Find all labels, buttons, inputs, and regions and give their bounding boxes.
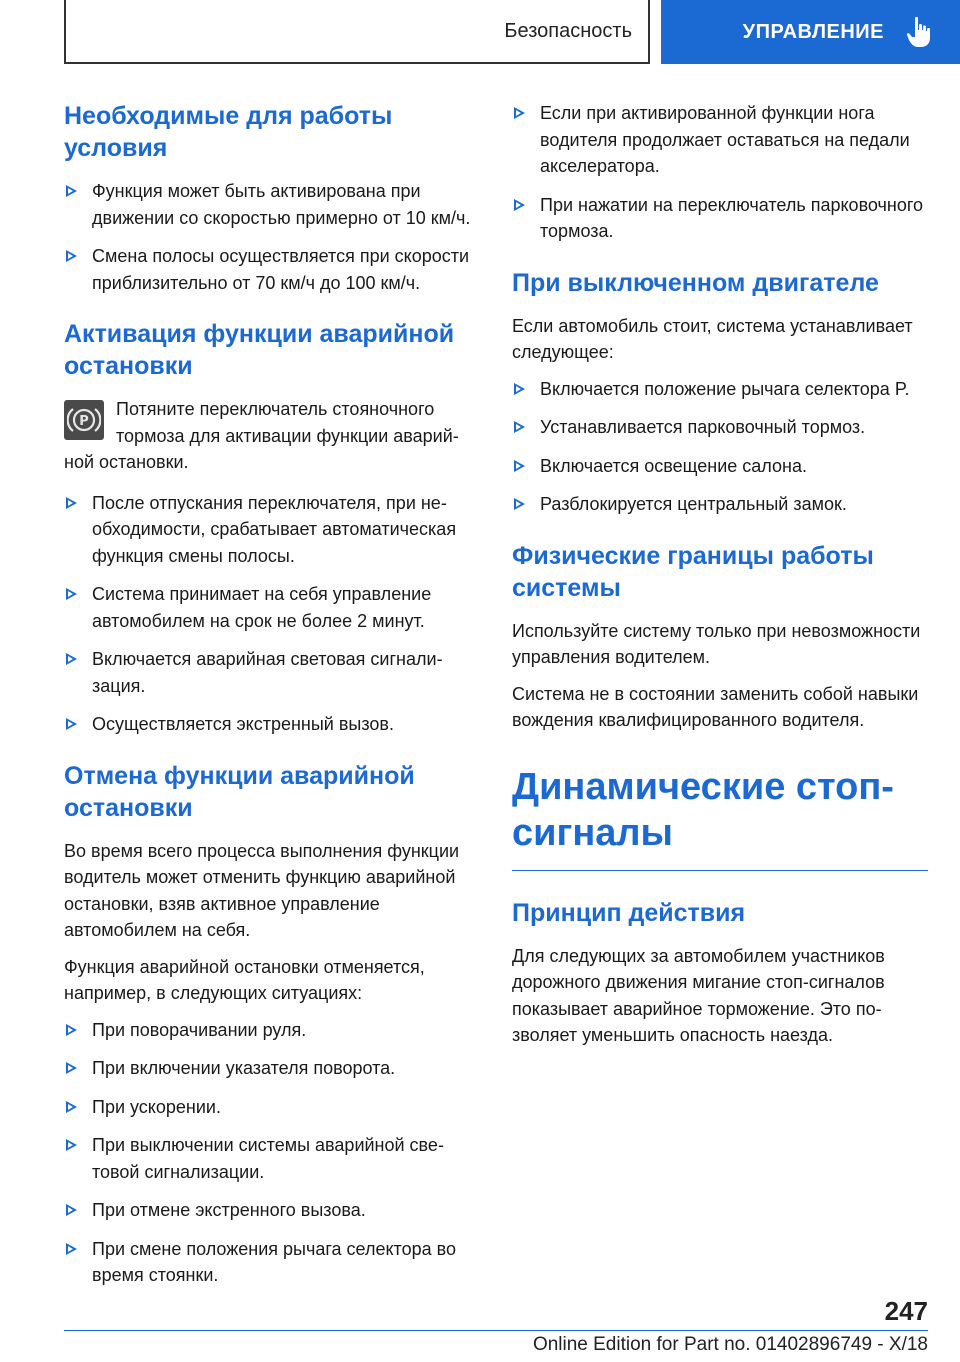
bullet-triangle-icon: [514, 498, 525, 510]
engine-off-intro: Если автомобиль стоит, система устанавливает следующее:: [512, 315, 913, 362]
bullet-triangle-icon: [66, 718, 77, 730]
list-item: При нажатии на переключатель парковочного тормоза.: [512, 192, 928, 245]
section-principle: [512, 897, 928, 1049]
heading-dynamic-brake-lights: Динамические стоп-сигналы: [512, 765, 894, 854]
bullet-triangle-icon: [514, 421, 525, 433]
list-requirements: [64, 178, 478, 296]
list-item: Разблокируется центральный замок.: [512, 491, 928, 518]
bullet-triangle-icon: [66, 653, 77, 665]
list-item: При смене положения рычага селектора во время стоянки.: [64, 1236, 478, 1289]
list-item: При поворачивании руля.: [64, 1017, 478, 1044]
limits-paragraph-2: Система не в состоянии заменить собой навыки вождения квалифицированного водителя.: [512, 683, 919, 730]
heading-activation: Активация функции аварийной остановки: [64, 320, 455, 380]
bullet-triangle-icon: [66, 1139, 77, 1151]
list-cancel: [64, 1017, 478, 1289]
bullet-triangle-icon: [66, 588, 77, 600]
activation-intro: P Потяните переключатель стояночного тормоза для активации функции аварийной остановки.: [64, 399, 459, 472]
bullet-triangle-icon: [66, 1062, 77, 1074]
list-item: Включается положение рычага селектора P.: [512, 376, 928, 403]
section-cancel: [64, 760, 478, 1289]
bullet-triangle-icon: [66, 1243, 77, 1255]
bullet-triangle-icon: [66, 185, 77, 197]
bullet-triangle-icon: [514, 107, 525, 119]
footer-divider: [64, 1330, 928, 1331]
list-item: Если при активированной функции нога водителя продолжает оставаться на педали акселератора.: [512, 100, 928, 180]
right-column: [512, 100, 928, 1071]
list-item: Включается освещение салона.: [512, 453, 928, 480]
svg-text:P: P: [79, 414, 89, 429]
heading-requirements: Необходимые для работы условия: [64, 102, 393, 162]
list-item: При ускорении.: [64, 1094, 478, 1121]
page-number: 247: [884, 1296, 928, 1326]
list-activation: [64, 490, 478, 738]
hand-pointer-icon: [906, 16, 932, 48]
bullet-triangle-icon: [66, 250, 77, 262]
heading-divider: [512, 870, 928, 871]
left-column: [64, 100, 478, 1311]
bullet-triangle-icon: [66, 497, 77, 509]
list-item: Функция может быть активирована при движении со скоростью примерно от 10 км/ч.: [64, 178, 478, 231]
list-item: Смена полосы осуществляется при скорости приблизительно от 70 км/ч до 100 км/ч.: [64, 243, 478, 296]
section-cancel-continued: [512, 100, 928, 245]
bullet-triangle-icon: [514, 199, 525, 211]
list-item: Включается аварийная световая сигнализация.: [64, 646, 478, 699]
heading-engine-off: При выключенном двигателе: [512, 268, 879, 297]
list-item: При отмене экстренного вызова.: [64, 1197, 478, 1224]
section-physical-limits: [512, 540, 928, 734]
bullet-triangle-icon: [514, 383, 525, 395]
cancel-paragraph-2: Функция аварийной остановки отменяется, например, в следующих ситуациях:: [64, 956, 425, 1003]
chapter-title: УПРАВЛЕНИЕ: [742, 20, 884, 43]
section-engine-off: [512, 267, 928, 518]
list-item: При включении указателя поворота.: [64, 1055, 478, 1082]
parking-brake-icon: [64, 400, 104, 440]
list-cancel-continued: [512, 100, 928, 245]
list-item: Осуществляется экстренный вызов.: [64, 711, 478, 738]
limits-paragraph-1: Используйте систему только при невозможности управления водителем.: [512, 620, 921, 667]
bullet-triangle-icon: [66, 1024, 77, 1036]
heading-physical-limits: Физические границы работы системы: [512, 541, 874, 602]
heading-cancel: Отмена функции аварийной остановки: [64, 761, 415, 822]
list-item: После отпускания переключателя, при необходимости, срабатывает автоматическая функция смены полосы.: [64, 490, 478, 570]
heading-principle: Принцип действия: [512, 898, 746, 927]
cancel-paragraph-1: Во время всего процесса выполнения функции водитель может отменить функцию аварийной остановки, взяв активное управление автомобилем на себя.: [64, 840, 460, 940]
bullet-triangle-icon: [66, 1101, 77, 1113]
section-requirements: [64, 100, 478, 296]
list-engine-off: [512, 376, 928, 518]
footer-edition: Online Edition for Part no. 01402896749 - X/18: [532, 1334, 928, 1355]
section-tab: [64, 0, 650, 64]
list-item: Система принимает на себя управление автомобилем на срок не более 2 минут.: [64, 581, 478, 634]
bullet-triangle-icon: [66, 1204, 77, 1216]
list-item: Устанавливается парковочный тормоз.: [512, 414, 928, 441]
section-activation: [64, 318, 478, 738]
list-item: При выключении системы аварийной световой сигнализации.: [64, 1132, 478, 1185]
chapter-dynamic-brake-lights: [512, 764, 928, 871]
section-title: Безопасность: [504, 19, 632, 42]
chapter-tab: [661, 0, 960, 64]
bullet-triangle-icon: [514, 460, 525, 472]
principle-paragraph: Для следующих за автомобилем участников дорожного движения мигание стоп-сигналов показывает аварийное торможение. Это позволяет уменьшить опасность наезда.: [512, 945, 885, 1045]
